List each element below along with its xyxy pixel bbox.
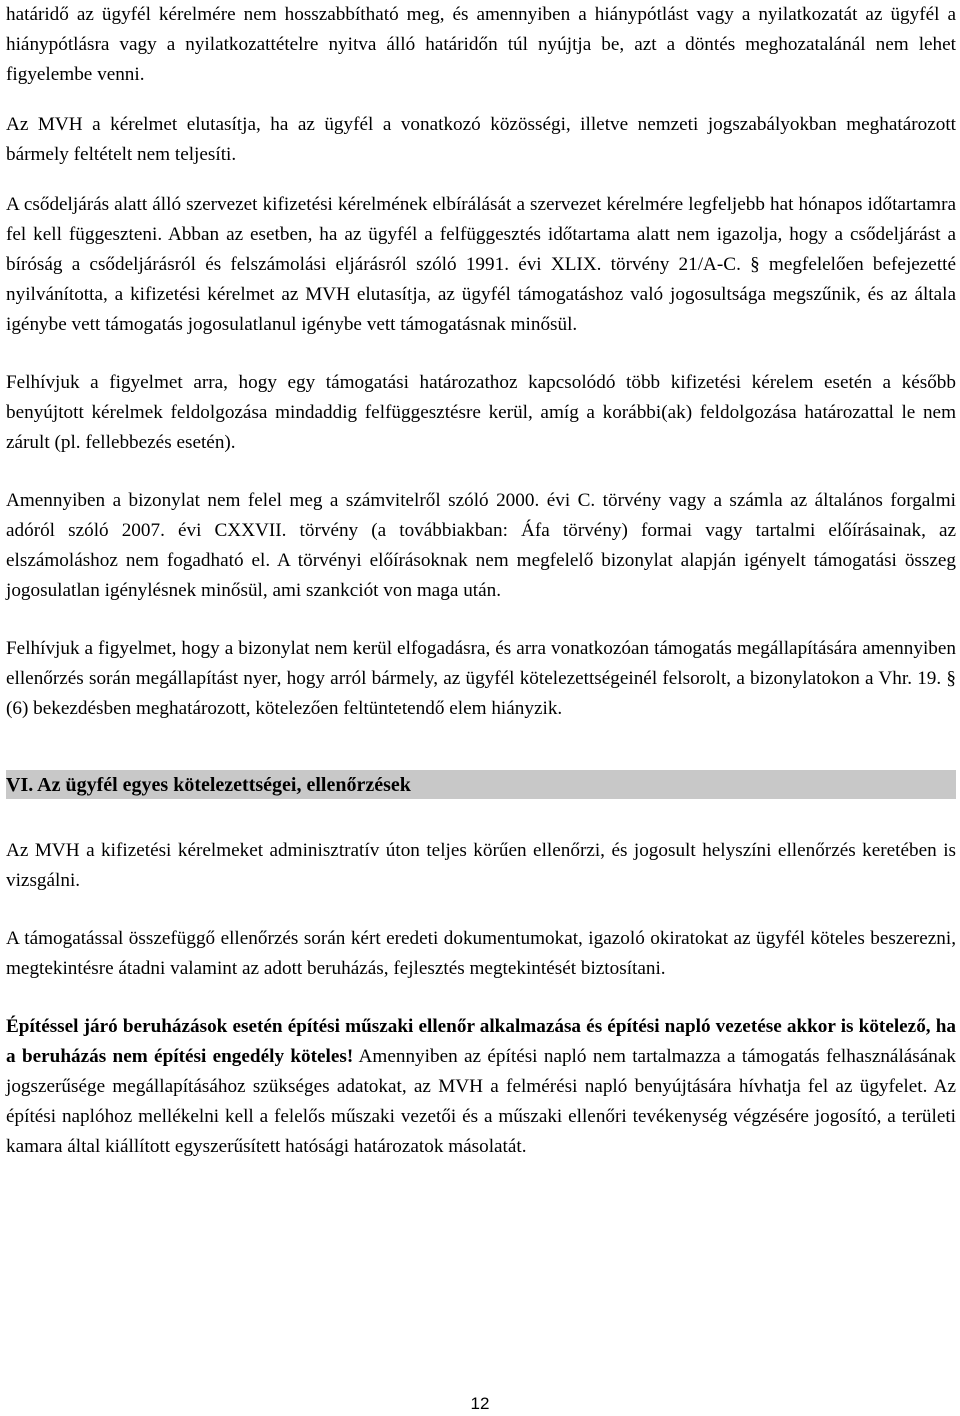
paragraph-rejection: Az MVH a kérelmet elutasítja, ha az ügyfél a vonatkozó közösségi, illetve nemzeti jogszabályokban meghatározott bármely feltételt nem teljesíti. <box>6 114 956 165</box>
document-page <box>6 0 956 1162</box>
paragraph-deadline: határidő az ügyfél kérelmére nem hosszabbítható meg, és amennyiben a hiánypótlást vagy a nyilatkozatát az ügyfél a hiánypótlásra vagy a nyilatkozattételre nyitva álló határidőn túl nyújtja be, azt a döntés meghozatalánál nem lehet figyelembe venni. <box>6 4 956 85</box>
paragraph-invoice-acceptance: Felhívjuk a figyelmet, hogy a bizonylat nem kerül elfogadásra, és arra vonatkozóan támogatás megállapítására amennyiben ellenőrzés során megállapítást nyer, hogy arról bármely, az ügyfél kötelezettségeinél felsorolt, a bizonylatokon a Vhr. 19. § (6) bekezdésben meghatározott, kötelezően feltüntetendő elem hiányzik. <box>6 638 956 719</box>
paragraph-multiple-requests: Felhívjuk a figyelmet arra, hogy egy támogatási határozathoz kapcsolódó több kifizetési kérelem esetén a később benyújtott kérelmek feldolgozása mindaddig felfüggesztésre kerül, amíg a korábbi(ak) feldolgozása határozattal le nem zárult (pl. fellebbezés esetén). <box>6 372 956 453</box>
page-number: 12 <box>470 1394 490 1413</box>
paragraph-invoice-requirements: Amennyiben a bizonylat nem felel meg a számvitelről szóló 2000. évi C. törvény vagy a számla az általános forgalmi adóról szóló 2007. évi CXXVII. törvény (a továbbiakban: Áfa törvény) formai vagy tartalmi előírásainak, az elszámoláshoz nem fogadható el. A törvényi előírásoknak nem megfelelő bizonylat alapján igényelt támogatási összeg jogosulatlan igénylésnek minősül, ami szankciót von maga után. <box>6 490 956 601</box>
paragraph-documents: A támogatással összefüggő ellenőrzés során kért eredeti dokumentumokat, igazoló okiratokat az ügyfél köteles beszerezni, megtekintésre átadni valamint az adott beruházás, fejlesztés megtekintését biztosítani. <box>6 928 956 979</box>
construction-notice-text: Amennyiben az építési napló nem tartalmazza a támogatás felhasználásának jogszerűsége megállapításához szükséges adatokat, az MVH a felmérési napló benyújtására hívhatja fel az ügyfelet. Az építési naplóhoz mellékelni kell a felelős műszaki vezetői és a műszaki ellenőri tevékenység végzésére jogosító, a területi kamara által kiállított egyszerűsített hatósági határozatok másolatát. <box>6 1046 956 1157</box>
section-heading <box>6 770 956 799</box>
paragraph-bankruptcy: A csődeljárás alatt álló szervezet kifizetési kérelmének elbírálását a szervezet kérelmére legfeljebb hat hónapos időtartamra fel kell függeszteni. Abban az esetben, ha az ügyfél a felfüggesztés időtartama alatt nem igazolja, hogy a csődeljárást a bíróság a csődeljárásról és felszámolási eljárásról szóló 1991. évi XLIX. törvény 21/A-C. § megfelelően befejezetté nyilvánította, a kifizetési kérelmet az MVH elutasítja, az ügyfél támogatáshoz való jogosultsága megszűnik, és az általa igénybe vett támogatás jogosulatlanul igénybe vett támogatásnak minősül. <box>6 194 956 335</box>
paragraph-construction <box>6 1012 956 1162</box>
paragraph-administrative-check: Az MVH a kifizetési kérelmeket adminisztratív úton teljes körűen ellenőrzi, és jogosult helyszíni ellenőrzés keretében is vizsgálni. <box>6 840 956 891</box>
section-heading-text: VI. Az ügyfél egyes kötelezettségei, ellenőrzések <box>6 774 411 796</box>
construction-notice-bold: Építéssel járó beruházások esetén építési műszaki ellenőr alkalmazása és építési napló vezetése akkor is kötelező, ha a beruházás nem építési engedély köteles! <box>6 1016 956 1067</box>
